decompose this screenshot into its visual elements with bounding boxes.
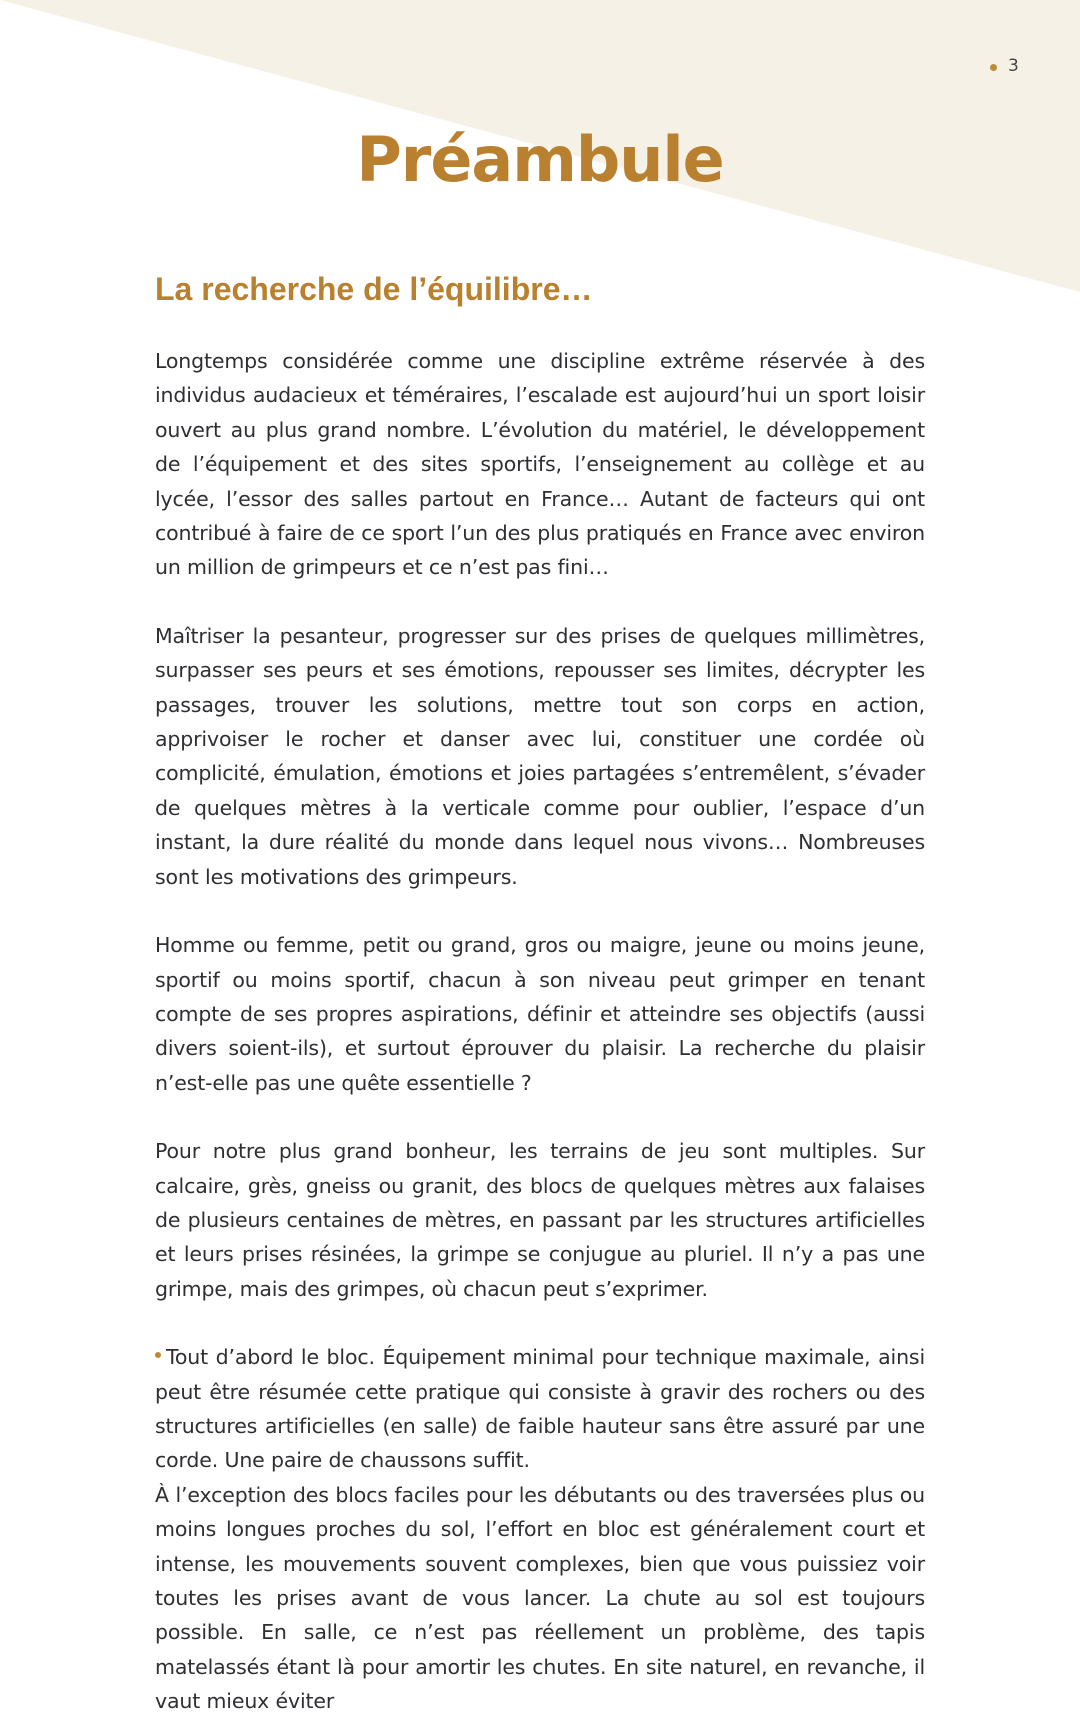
page-number (990, 56, 1019, 76)
page-number-dot-icon (990, 64, 997, 71)
section-heading: La recherche de l’équilibre… (155, 271, 593, 307)
bullet-icon (155, 1352, 161, 1358)
page-number-value: 3 (1008, 56, 1019, 76)
paragraph-bloc-details: À l’exception des blocs faciles pour les débutants ou des traversées plus ou moins longues proches du sol, l’effort en bloc est généralement court et intense, les mouvements souvent complexes, bien que vous puissiez voir toutes les prises avant de vous lancer. La chute au sol est toujours possible. En salle, ce n’est pas réellement un problème, des tapis matelassés étant là pour amortir les chutes. En site naturel, en revanche, il vaut mieux éviter (155, 1482, 925, 1714)
paragraph-bloc-text: Tout d’abord le bloc. Équipement minimal pour technique maximale, ainsi peut être résumée cette pratique qui consiste à gravir des rochers ou des structures artificielles (en salle) de faible hauteur sans être assuré par une corde. Une paire de chaussons suffit. (155, 1345, 925, 1473)
body-text (155, 344, 925, 1719)
paragraph-intro: Longtemps considérée comme une discipline extrême réservée à des individus audacieux et téméraires, l’escalade est aujourd’hui un sport loisir ouvert au plus grand nombre. L’évolution du matériel, le développement de l’équipement et des sites sportifs, l’enseignement au collège et au lycée, l’essor des salles partout en France… Autant de facteurs qui ont contribué à faire de ce sport l’un des plus pratiqués en France avec environ un million de grimpeurs et ce n’est pas fini… (155, 349, 925, 580)
paragraph-bloc (155, 1340, 925, 1478)
paragraph-everyone: Homme ou femme, petit ou grand, gros ou maigre, jeune ou moins jeune, sportif ou moins sportif, chacun à son niveau peut grimper en tenant compte de ses propres aspirations, définir et atteindre ses objectifs (aussi divers soient-ils), et surtout éprouver du plaisir. La recherche du plaisir n’est-elle pas une quête essentielle ? (155, 933, 925, 1095)
paragraph-terrains: Pour notre plus grand bonheur, les terrains de jeu sont multiples. Sur calcaire, grès, gneiss ou granit, des blocs de quelques mètres aux falaises de plusieurs centaines de mètres, en passant par les structures artificielles et leurs prises résinées, la grimpe se conjugue au pluriel. Il n’y a pas une grimpe, mais des grimpes, où chacun peut s’exprimer. (155, 1139, 925, 1301)
paragraph-motivations: Maîtriser la pesanteur, progresser sur des prises de quelques millimètres, surpasser ses peurs et ses émotions, repousser ses limites, décrypter les passages, trouver les solutions, mettre tout son corps en action, apprivoiser le rocher et danser avec lui, constituer une cordée où complicité, émulation, émotions et joies partagées s’entremêlent, s’évader de quelques mètres à la verticale comme pour oublier, l’espace d’un instant, la dure réalité du monde dans lequel nous vivons… Nombreuses sont les motivations des grimpeurs. (155, 623, 925, 889)
page-title: Préambule (356, 123, 724, 196)
